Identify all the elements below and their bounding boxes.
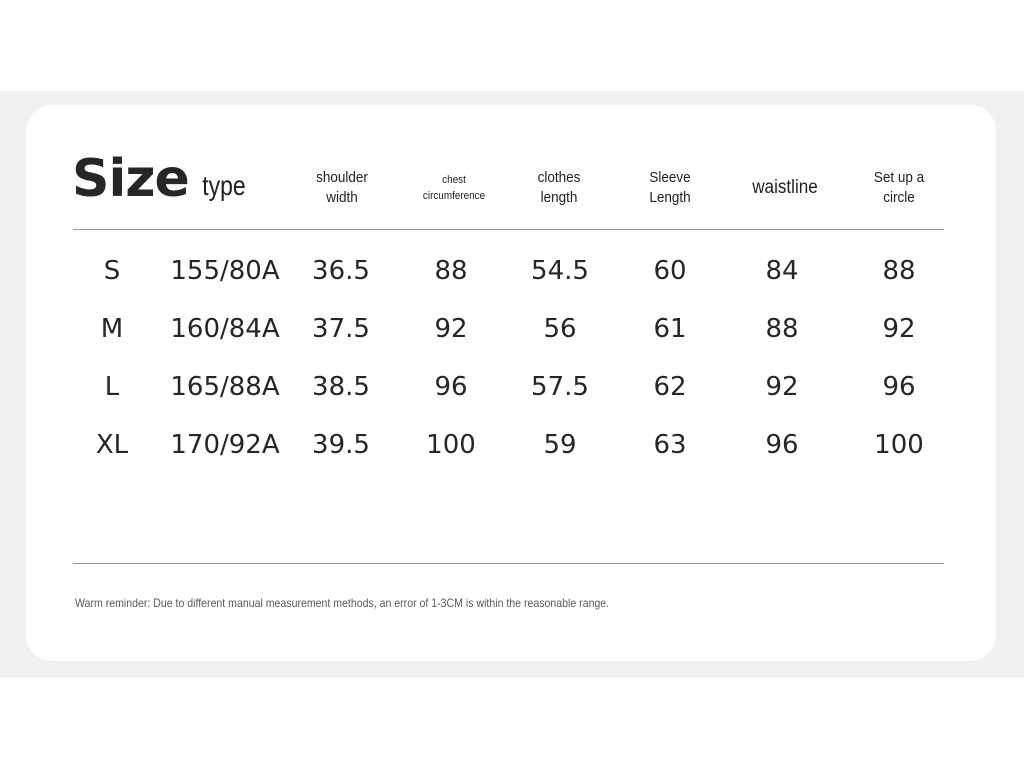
cell-waist: 96: [765, 430, 799, 460]
header-clothes-line-2: length: [540, 189, 578, 206]
header-sleeve-length: [649, 168, 690, 208]
header-divider: [73, 229, 944, 230]
cell-length: 57.5: [531, 372, 589, 402]
header-sleeve-line-1: Sleeve: [649, 169, 691, 186]
cell-size: XL: [95, 430, 129, 460]
cell-sleeve: 63: [653, 430, 687, 460]
header-shoulder-line-1: shoulder: [316, 169, 368, 186]
cell-waist: 92: [765, 372, 799, 402]
cell-chest: 96: [434, 372, 468, 402]
header-shoulder-line-2: width: [326, 189, 358, 206]
cell-length: 59: [543, 430, 577, 460]
cell-setup: 96: [882, 372, 916, 402]
cell-chest: 92: [434, 314, 468, 344]
header-type: type: [202, 170, 246, 201]
cell-length: 54.5: [531, 256, 589, 286]
footer-divider: [73, 563, 944, 564]
warm-reminder-note: Warm reminder: Due to different manual measurement methods, an error of 1-3CM is within the reasonable range.: [75, 596, 610, 610]
cell-shoulder: 39.5: [312, 430, 370, 460]
cell-size: S: [103, 256, 121, 286]
cell-setup: 88: [882, 256, 916, 286]
header-shoulder-width: [316, 168, 368, 208]
cell-setup: 92: [882, 314, 916, 344]
cell-type: 160/84A: [170, 314, 280, 344]
header-setup-line-2: circle: [883, 189, 915, 206]
header-chest-line-1: chest: [442, 174, 466, 186]
cell-shoulder: 36.5: [312, 256, 370, 286]
cell-shoulder: 38.5: [312, 372, 370, 402]
cell-shoulder: 37.5: [312, 314, 370, 344]
cell-chest: 88: [434, 256, 468, 286]
header-waistline: waistline: [752, 177, 818, 198]
cell-size: M: [100, 314, 124, 344]
header-clothes-line-1: clothes: [537, 169, 581, 186]
cell-chest: 100: [426, 430, 476, 460]
header-chest-line-2: circumference: [422, 190, 486, 202]
cell-sleeve: 62: [653, 372, 687, 402]
header-chest-circumference: [423, 172, 485, 204]
cell-setup: 100: [874, 430, 924, 460]
header-sleeve-line-2: Length: [649, 189, 691, 206]
cell-waist: 88: [765, 314, 799, 344]
header-clothes-length: [538, 168, 581, 208]
cell-sleeve: 61: [653, 314, 687, 344]
header-setup-line-1: Set up a: [873, 169, 925, 186]
cell-type: 165/88A: [170, 372, 280, 402]
cell-sleeve: 60: [653, 256, 687, 286]
cell-size: L: [104, 372, 120, 402]
header-set-up-circle: [874, 168, 924, 208]
cell-type: 155/80A: [170, 256, 280, 286]
cell-type: 170/92A: [170, 430, 280, 460]
size-title: Size: [72, 149, 189, 209]
cell-waist: 84: [765, 256, 799, 286]
cell-length: 56: [543, 314, 577, 344]
